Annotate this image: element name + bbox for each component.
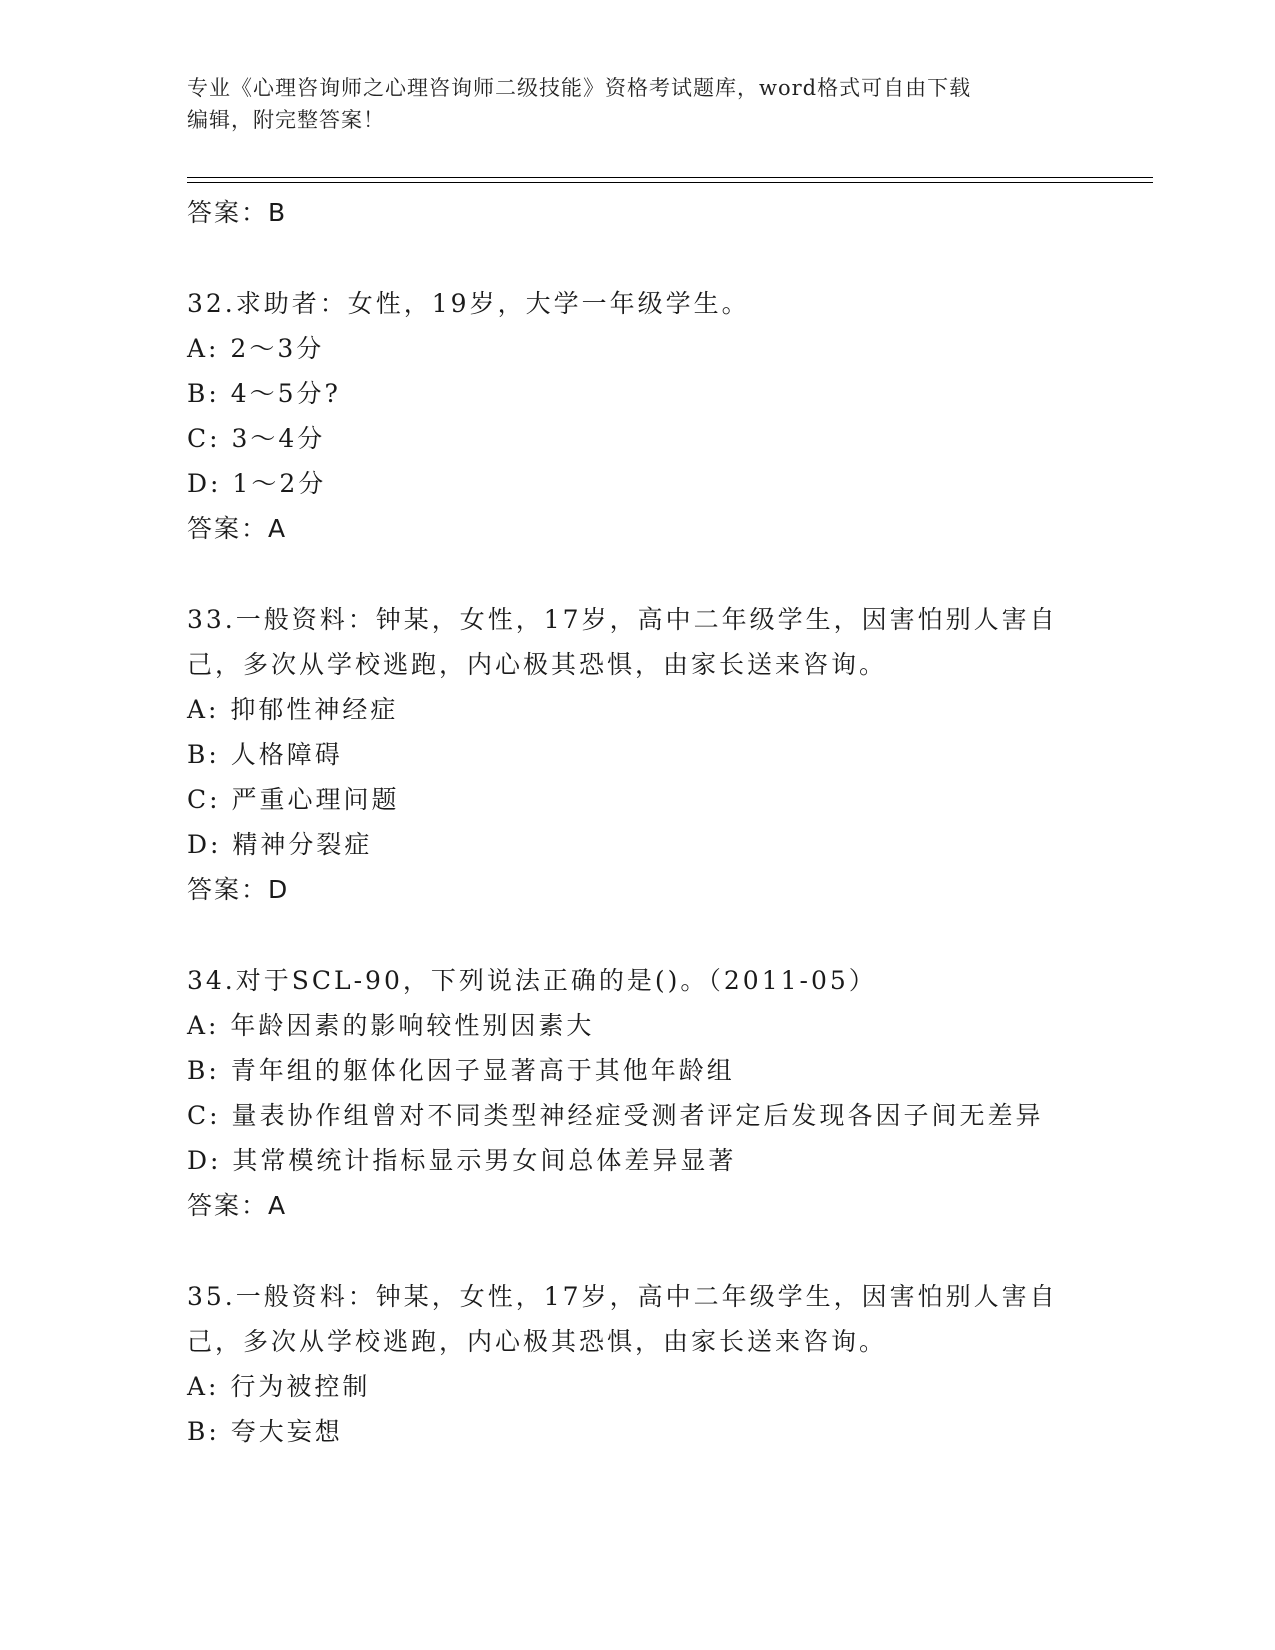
option-a: A: 2～3分 (187, 334, 325, 363)
option-a: A: 年龄因素的影响较性别因素大 (187, 1011, 595, 1040)
question-stem: 33.一般资料：钟某，女性，17岁，高中二年级学生，因害怕别人害自 (187, 605, 1058, 634)
question-stem-continued: 己，多次从学校逃跑，内心极其恐惧，由家长送来咨询。 (187, 650, 888, 679)
option-a: A: 抑郁性神经症 (187, 695, 399, 724)
question-stem: 34.对于SCL-90，下列说法正确的是()。（2011-05） (187, 966, 877, 995)
option-b: B: 4～5分? (187, 379, 341, 408)
header-rule-bottom (187, 182, 1153, 183)
question-32 (187, 281, 1087, 551)
option-c: C: 3～4分 (187, 424, 326, 453)
question-33 (187, 597, 1087, 912)
option-d: D: 1～2分 (187, 469, 327, 498)
option-d: D: 精神分裂症 (187, 830, 373, 859)
answer-line: 答案：D (187, 875, 290, 904)
question-34 (187, 958, 1087, 1228)
option-d: D: 其常模统计指标显示男女间总体差异显著 (187, 1146, 737, 1175)
option-c: C: 严重心理问题 (187, 785, 400, 814)
header-line-1: 专业《心理咨询师之心理咨询师二级技能》资格考试题库，word格式可自由下载 (187, 76, 972, 100)
option-b: B: 人格障碍 (187, 740, 343, 769)
question-stem-continued: 己，多次从学校逃跑，内心极其恐惧，由家长送来咨询。 (187, 1327, 888, 1356)
answer-line: 答案：A (187, 1191, 288, 1220)
header-line-2: 编辑，附完整答案！ (187, 108, 385, 132)
question-stem: 35.一般资料：钟某，女性，17岁，高中二年级学生，因害怕别人害自 (187, 1282, 1058, 1311)
option-b: B: 夸大妄想 (187, 1417, 343, 1446)
option-a: A: 行为被控制 (187, 1372, 371, 1401)
question-35 (187, 1274, 1087, 1454)
question-list (187, 190, 1087, 1454)
document-header (187, 72, 1067, 136)
header-rule-top (187, 177, 1153, 178)
question-stem: 32.求助者：女性，19岁，大学一年级学生。 (187, 289, 750, 318)
option-b: B: 青年组的躯体化因子显著高于其他年龄组 (187, 1056, 735, 1085)
answer-line: 答案：A (187, 514, 288, 543)
answer-line: 答案：B (187, 198, 288, 227)
option-c: C: 量表协作组曾对不同类型神经症受测者评定后发现各因子间无差异 (187, 1101, 1044, 1130)
